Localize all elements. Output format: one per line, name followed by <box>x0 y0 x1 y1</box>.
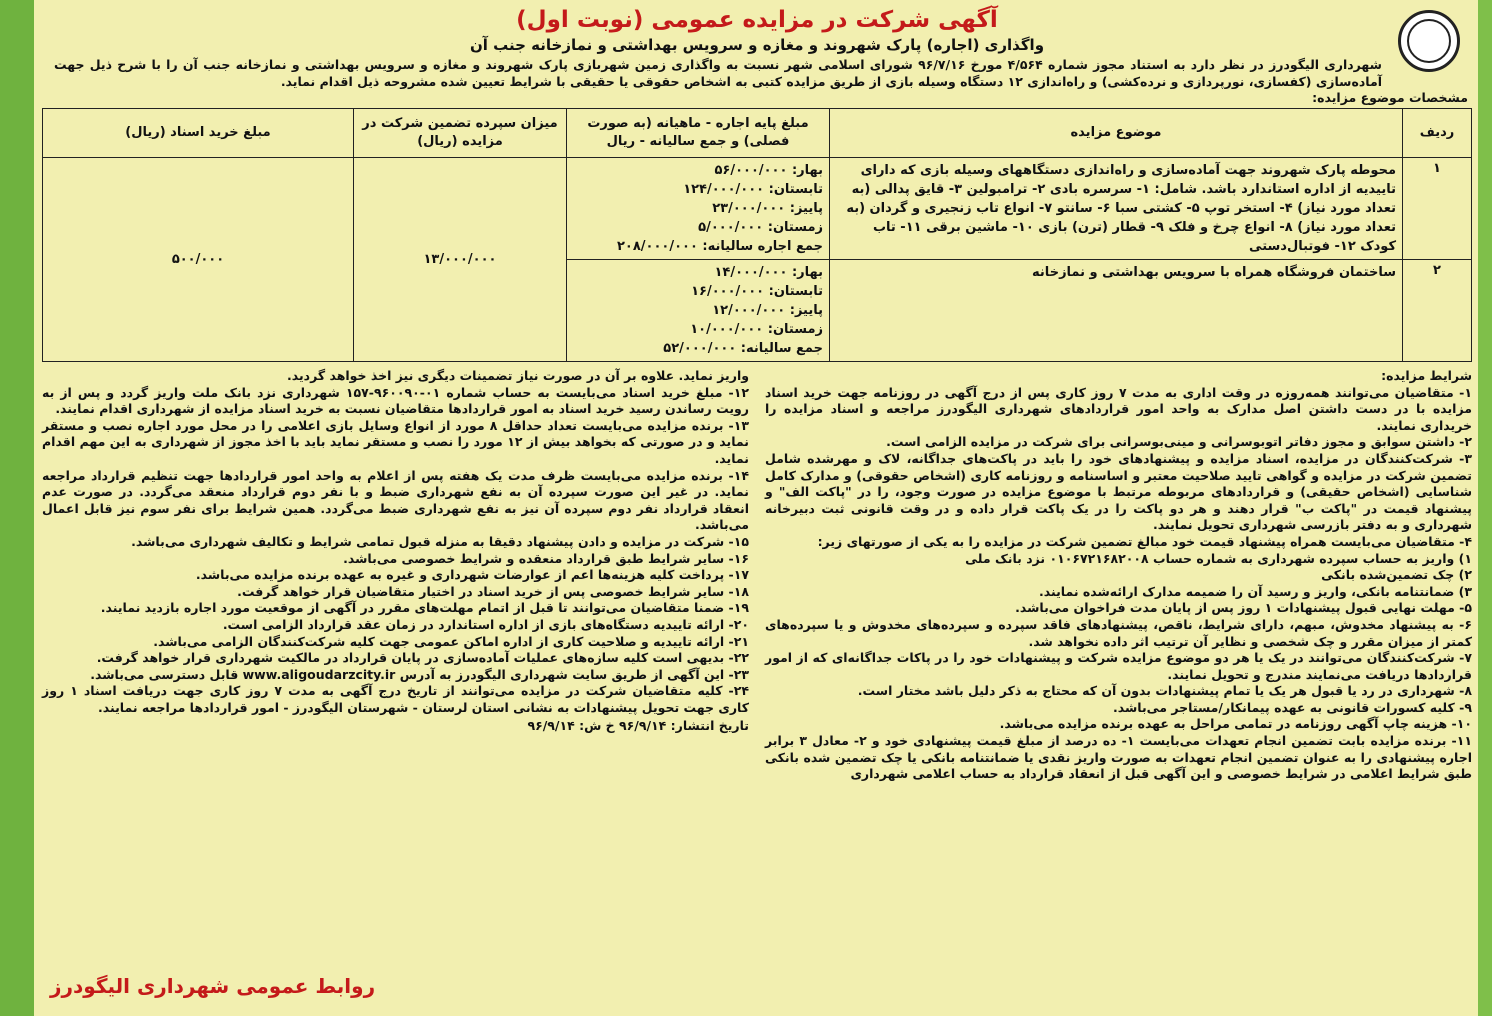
public-relations-signature: روابط عمومی شهرداری الیگودرز <box>50 974 376 998</box>
row-subject: ساختمان فروشگاه همراه با سرویس بهداشتی و نمازخانه <box>830 260 1403 362</box>
header-subject: موضوع مزایده <box>830 109 1403 158</box>
row-number: ۱ <box>1403 158 1472 260</box>
condition-item: ۲۲- بدیهی است کلیه سازه‌های عملیات آماده‌سازی در پایان قرارداد در مالکیت شهرداری قرار خواهد گرفت. <box>96 650 749 666</box>
condition-item: ۷- شرکت‌کنندگان می‌توانند در یک یا هر دو موضوع مزایده شرکت و پیشنهادات خود را در پاکات جداگانه‌ای که از امور قراردادها دریافت می‌نمایند مندرج و تحویل نمایند. <box>765 650 1472 682</box>
table-header-row <box>43 109 1472 158</box>
conditions-right-column <box>757 368 1472 783</box>
rent-summer: تابستان: ۱۲۴/۰۰۰/۰۰۰ <box>683 182 823 197</box>
advertisement-content <box>42 4 1472 1012</box>
condition-item: ۵- مهلت نهایی قبول پیشنهادات ۱ روز پس از پایان مدت فراخوان می‌باشد. <box>1015 600 1472 616</box>
condition-item: ۶- به پیشنهاد مخدوش، مبهم، دارای شرایط، ناقص، پیشنهادهای فاقد سپرده و سپرده‌های مخدوش و یا سپرده‌های کمتر از میزان مقرر و چک شخصی و نظایر آن ترتیب اثر داده نخواهد شد. <box>765 616 1472 649</box>
row-subject: محوطه پارک شهروند جهت آماده‌سازی و راه‌اندازی دستگاههای وسیله بازی که دارای تاییدیه از اداره استاندارد باشد. شامل: ۱- سرسره بادی ۲- ترامبولین ۳- قایق پدالی (به تعداد مورد نیاز) ۴- استخر توپ ۵- کشتی سبا ۶- سانتو ۷- انواع تاب زنجیری و گردان (به تعداد مورد نیاز) ۸- انواع چرخ و فلک ۹- قطار (ترن) بازی ۱۰- ماشین برقی ۱۱- تاب کودک ۱۲- فوتبال‌دستی <box>830 158 1403 260</box>
condition-item: ۱۰- هزینه چاپ آگهی روزنامه در تمامی مراحل به عهده برنده مزایده می‌باشد. <box>999 716 1472 732</box>
condition-item: ۱۶- سایر شرایط طبق قرارداد منعقده و شرایط خصوصی می‌باشد. <box>343 550 749 566</box>
row-rent <box>567 260 830 362</box>
spec-label: مشخصات موضوع مزایده: <box>1312 90 1468 105</box>
row-number: ۲ <box>1403 260 1472 362</box>
rent-total: جمع سالیانه: ۵۲/۰۰۰/۰۰۰ <box>663 341 823 356</box>
publish-dates: تاریخ انتشار: ۹۶/۹/۱۴ خ ش: ۹۶/۹/۱۴ <box>527 718 749 734</box>
condition-item: ۳- شرکت‌کنندگان در مزایده، اسناد مزایده و پیشنهادهای خود را باید در پاکت‌های جداگانه، لاک و مهرشده شامل تضمین شرکت در مزایده و گواهی تایید صلاحیت معتبر و اساسنامه و روزنامه کاری (اشخاص حقوقی) و مدارک کامل شناسایی (اشخاص حقیقی) و قراردادهای مربوطه مرتبط با موضوع مزایده در صورت وجود، را در "پاکت الف" و پیشنهاد قیمت در "پاکت ب" قرار دهند و هر دو پاکت را در یک پاکت قرار داده و در وقت قانونی ثبت دبیرخانه شهرداری و به دفتر بازرسی شهرداری تحویل نمایند. <box>765 450 1472 533</box>
row-rent <box>567 158 830 260</box>
condition-item: ۱- متقاضیان می‌توانند همه‌روزه در وقت اداری به مدت ۷ روز کاری پس از درج آگهی در روزنامه جهت خرید اسناد مزایده با در دست داشتن اصل مدارک به واحد امور قراردادهای شهرداری الیگودرز مراجعه و اسناد مزایده را خریداری نمایند. <box>765 384 1473 433</box>
condition-item: ۱۲- مبلغ خرید اسناد می‌بایست به حساب شماره ۰۱-۹۶۰۰۹۰-۱۵۷ شهرداری نزد بانک ملت واریز گردد و پس از به رویت رساندن رسید خرید اسناد به امور قراردادها متقاضیان نسبت به خرید اسناد مزایده از شهرداری اقدام نمایند. <box>42 384 749 417</box>
rent-spring: بهار: ۱۴/۰۰۰/۰۰۰ <box>714 265 823 280</box>
conditions-left-column <box>42 368 757 783</box>
seal-inner-ring <box>1407 19 1451 63</box>
condition-item: ۱۸- سایر شرایط خصوصی پس از خرید اسناد در اختیار متقاضیان قرار خواهد گرفت. <box>237 583 749 599</box>
condition-item: ۲۴- کلیه متقاضیان شرکت در مزایده می‌توانند از تاریخ درج آگهی به مدت ۷ روز کاری جهت دریافت اسناد ۱ روز کاری جهت تحویل پیشنهادات به نشانی استان لرستان - شهرستان الیگودرز - امور قراردادها مراجعه نمایند. <box>42 683 749 715</box>
municipality-seal-logo <box>1398 10 1460 72</box>
rent-winter: زمستان: ۵/۰۰۰/۰۰۰ <box>698 220 823 235</box>
rent-winter: زمستان: ۱۰/۰۰۰/۰۰۰ <box>690 322 823 337</box>
conditions-section <box>42 368 1472 783</box>
ad-subtitle: واگذاری (اجاره) پارک شهروند و مغازه و سرویس بهداشتی و نمازخانه جنب آن <box>469 36 1045 54</box>
condition-item: ۱۳- برنده مزایده می‌بایست تعداد حداقل ۸ مورد از انواع وسایل بازی اعلامی را در محل مورد اجاره نصب و مستقر نماید و در صورتی که بخواهد بیش از ۱۲ مورد را نصب و مستقر نماید باید با اخذ مجوز از شهرداری به این مهم اقدام نماید. <box>42 417 750 466</box>
rent-total: جمع اجاره سالیانه: ۲۰۸/۰۰۰/۰۰۰ <box>616 239 823 254</box>
condition-item: ۸- شهرداری در رد یا قبول هر یک یا تمام پیشنهادات بدون آن که محتاج به ذکر دلیل باشد مختار است. <box>857 683 1472 699</box>
condition-item: ۴- متقاضیان می‌بایست همراه پیشنهاد قیمت خود مبالغ تضمین شرکت در مزایده را به یکی از صورتهای زیر: <box>817 533 1472 549</box>
condition-item: ۱) واریز به حساب سپرده شهرداری به شماره حساب ۰۱۰۶۷۲۱۶۸۲۰۰۸ نزد بانک ملی <box>965 550 1472 566</box>
header-rent: مبلغ پایه اجاره - ماهیانه (به صورت فصلی) و جمع سالیانه - ریال <box>567 109 830 158</box>
table-row <box>43 158 1472 260</box>
condition-item: ۱۱- برنده مزایده بابت تضمین انجام تعهدات می‌بایست ۱- ده درصد از مبلغ قیمت پیشنهادی خود و ۲- معادل ۳ برابر اجاره پیشنهادی را به عنوان تضمین انجام تعهدات به صورت واریز نقدی یا ضمانتنامه بانکی یا چک تضمین شده بانکی طبق شرایط اعلامی در شرایط خصوصی و این آگهی قبل از انعقاد قرارداد به حساب اعلامی شهرداری <box>765 733 1472 782</box>
rent-autumn: پاییز: ۱۲/۰۰۰/۰۰۰ <box>712 303 823 318</box>
condition-item: ۲۳- این آگهی از طریق سایت شهرداری الیگودرز به آدرس www.aligoudarzcity.ir قابل دسترسی می‌باشد. <box>90 666 749 682</box>
header-row-number: ردیف <box>1403 109 1472 158</box>
condition-item: ۲۱- ارائه تاییدیه و صلاحیت کاری از اداره اماکن عمومی جهت کلیه شرکت‌کنندگان الزامی می‌باشد. <box>153 633 749 649</box>
header-doc-price: مبلغ خرید اسناد (ریال) <box>43 109 354 158</box>
condition-item: ۱۹- ضمنا متقاضیان می‌توانند تا قبل از اتمام مهلت‌های مقرر در آگهی از موقعیت مورد اجاره بازدید نمایند. <box>100 600 749 616</box>
deposit-amount: ۱۳/۰۰۰/۰۰۰ <box>354 158 567 362</box>
doc-price: ۵۰۰/۰۰۰ <box>43 158 354 362</box>
auction-table <box>42 108 1472 362</box>
condition-item: ۱۷- پرداخت کلیه هزینه‌ها اعم از عوارضات شهرداری و غیره به عهده برنده مزایده می‌باشد. <box>195 567 749 583</box>
condition-item: ۲۰- ارائه تاییدیه دستگاه‌های بازی از اداره استاندارد در زمان عقد قرارداد الزامی است. <box>222 616 749 632</box>
condition-item: واریز نماید. علاوه بر آن در صورت نیاز تضمینات دیگری نیز اخذ خواهد گردید. <box>287 368 749 383</box>
condition-item: ۹- کلیه کسورات قانونی به عهده پیمانکار/مستاجر می‌باشد. <box>1113 699 1472 715</box>
rent-summer: تابستان: ۱۶/۰۰۰/۰۰۰ <box>691 284 823 299</box>
condition-item: ۱۴- برنده مزایده می‌بایست ظرف مدت یک هفته پس از اعلام به واحد امور قراردادها جهت تنظیم قرارداد مراجعه نماید. در غیر این صورت سپرده آن به نفع شهرداری ضبط و با نفر دوم قرارداد منعقد می‌گردد. در صورت عدم انعقاد قرارداد نفر دوم سپرده آن نیز به نفع شهرداری ضبط می‌گردد. همین شرایط برای نفر سوم نیز قابل اعمال می‌باشد. <box>42 467 749 533</box>
conditions-heading: شرایط مزایده: <box>1381 368 1472 383</box>
condition-item: ۲) چک تضمین‌شده بانکی <box>1321 567 1472 583</box>
rent-autumn: پاییز: ۲۳/۰۰۰/۰۰۰ <box>712 201 823 216</box>
condition-item: ۱۵- شرکت در مزایده و دادن پیشنهاد دقیقا به منزله قبول تمامی شرایط و تکالیف شهرداری می‌باشد. <box>131 533 749 549</box>
header-deposit: میزان سپرده تضمین شرکت در مزایده (ریال) <box>354 109 567 158</box>
condition-item: ۳) ضمانتنامه بانکی، واریز و رسید آن را ضمیمه مدارک ارائه‌شده نمایند. <box>1039 583 1472 599</box>
rent-spring: بهار: ۵۶/۰۰۰/۰۰۰ <box>714 163 823 178</box>
ad-title: آگهی شرکت در مزایده عمومی (نوبت اول) <box>516 7 998 33</box>
ad-intro: شهرداری الیگودرز در نظر دارد به استناد مجوز شماره ۴/۵۶۴ مورخ ۹۶/۷/۱۶ شورای اسلامی شهر نسبت به واگذاری زمین شهربازی پارک شهروند و مغازه و سرویس بهداشتی و نمازخانه جنب آن را با شرح ذیل جهت آماده‌سازی (کفسازی، نورپردازی و نرده‌کشی) و راه‌اندازی ۱۲ دستگاه وسیله بازی از طریق مزایده کتبی به اشخاص حقوقی یا حقیقی با شرایط تعیین شده مشروحه ذیل اقدام نماید. <box>54 57 1382 89</box>
condition-item: ۲- داشتن سوابق و مجوز دفاتر اتوبوسرانی و مینی‌بوسرانی برای شرکت در مزایده الزامی است. <box>886 434 1472 450</box>
